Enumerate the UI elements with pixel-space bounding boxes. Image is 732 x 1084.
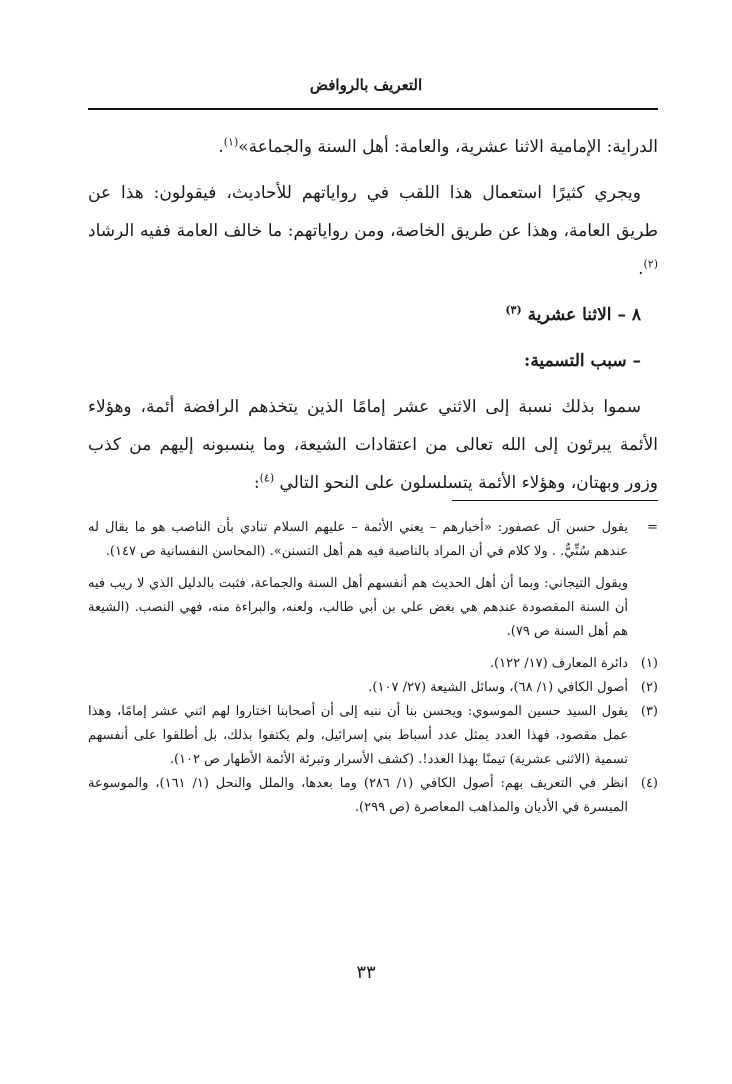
footnote-item (88, 772, 658, 820)
footnote-text: يقول حسن آل عصفور: «أخبارهم – يعني الأئمة – عليهم السلام تنادي بأن الناصب هو ما يقال له عندهم سُنِّيٌّ. . ولا كلام في أن المراد بالناصبة فيه هم أهل التسنن». (المحاسن النفسانية ص ١٤٧). (88, 520, 628, 559)
heading-text: ٨ – الاثنا عشرية (527, 305, 641, 325)
subheading-text: – سبب التسمية: (524, 351, 641, 371)
footnote-mark: (٣) (640, 704, 658, 719)
footnote-tijani-paragraph: ويقول التيجاني: وبما أن أهل الحديث هم أنفسهم أهل السنة والجماعة، فثبت بالدليل الذي لا ريب فيه أن السنة المقصودة عندهم هي بغض علي بن أبي طالب، ولعنه، والبراءة منه، فهي النصب. (الشيعة هم أهل السنة ص ٧٩). (88, 576, 628, 639)
paragraph-dirayah: الدراية: الإمامية الاثنا عشرية، والعامة: أهل السنة والجماعة»$^{(١)}$. (218, 135, 658, 157)
footnote-text: انظر في التعريف بهم: أصول الكافي (١/ ٢٨٦) وما بعدها، والملل والنحل (١/ ١٦١)، والموسوعة الميسرة في الأديان والمذاهب المعاصرة (ص ٢٩٩). (88, 776, 629, 815)
paragraph-colon: : (253, 473, 260, 493)
footnote-continuation (88, 516, 658, 564)
section-heading-ithna-ashariyya (88, 296, 658, 334)
main-text (88, 128, 658, 502)
footnote-text: دائرة المعارف (١٧/ ١٢٢). (489, 656, 628, 671)
footnote-ref-2: (٢) (643, 257, 658, 271)
footnote-item (88, 676, 658, 700)
header-divider (88, 108, 658, 110)
footnote-ref-1: (١) (223, 135, 239, 149)
footnote-text: أصول الكافي (١/ ٦٨)، وسائل الشيعة (٢٧/ ١٠٧). (368, 680, 628, 695)
footnote-mark: (٤) (640, 776, 658, 791)
paragraph-text: الدراية: الإمامية الاثنا عشرية، والعامة: أهل السنة والجماعة» (238, 137, 658, 157)
paragraph-text: سموا بذلك نسبة إلى الاثني عشر إمامًا الذين يتخذهم الرافضة أئمة، وهؤلاء الأئمة يبرئون إلى الله تعالى من اعتقادات الشيعة، وما ينسبونه إليهم من كذب وزور وبهتان، وهؤلاء الأئمة يتسلسلون على النحو التالي (88, 397, 658, 493)
footnote-ref-4: (٤) (259, 471, 275, 485)
paragraph-text: ويجري كثيرًا استعمال هذا اللقب في رواياتهم للأحاديث، فيقولون: هذا عن طريق العامة، وهذا عن طريق الخاصة، ومن رواياتهم: ما خالف العامة ففيه الرشاد (88, 183, 658, 241)
page-number: ٣٣ (356, 962, 376, 983)
footnote-text: يقول السيد حسين الموسوي: ويحسن بنا أن ننبه إلى أن أصحابنا اختاروا لهم اثني عشر إمامًا، وهذا عمل مقصود، فهذا العدد يمثل عدد أسباط بني إسرائيل، ولم يكتفوا بذلك، بل أطلقوا على أنفسهم تسمية (الاثنى عشرية) تيمنًا بهذا العدد!. (كشف الأسرار وتبرئة الأئمة الأطهار ص ١٠٢). (88, 704, 628, 767)
footnote-item (88, 652, 658, 676)
paragraph-usage: ويجري كثيرًا استعمال هذا اللقب في رواياتهم للأحاديث، فيقولون: هذا عن طريق العامة، وهذا عن طريق الخاصة، ومن رواياتهم: ما خالف العامة ففيه الرشاد $^{(٢)}$. (88, 183, 658, 279)
footnote-item (88, 700, 658, 772)
footnote-mark: (٢) (640, 680, 658, 695)
paragraph-naming (88, 388, 658, 502)
running-header-title: التعريف بالروافض (309, 76, 423, 94)
footnote-mark: (١) (640, 656, 658, 671)
continuation-mark: = (647, 520, 658, 535)
footnote-divider (452, 500, 658, 501)
footnote-ref-3: (٣) (505, 303, 522, 317)
subheading-naming-reason (88, 342, 658, 380)
footnotes-section (88, 516, 658, 820)
